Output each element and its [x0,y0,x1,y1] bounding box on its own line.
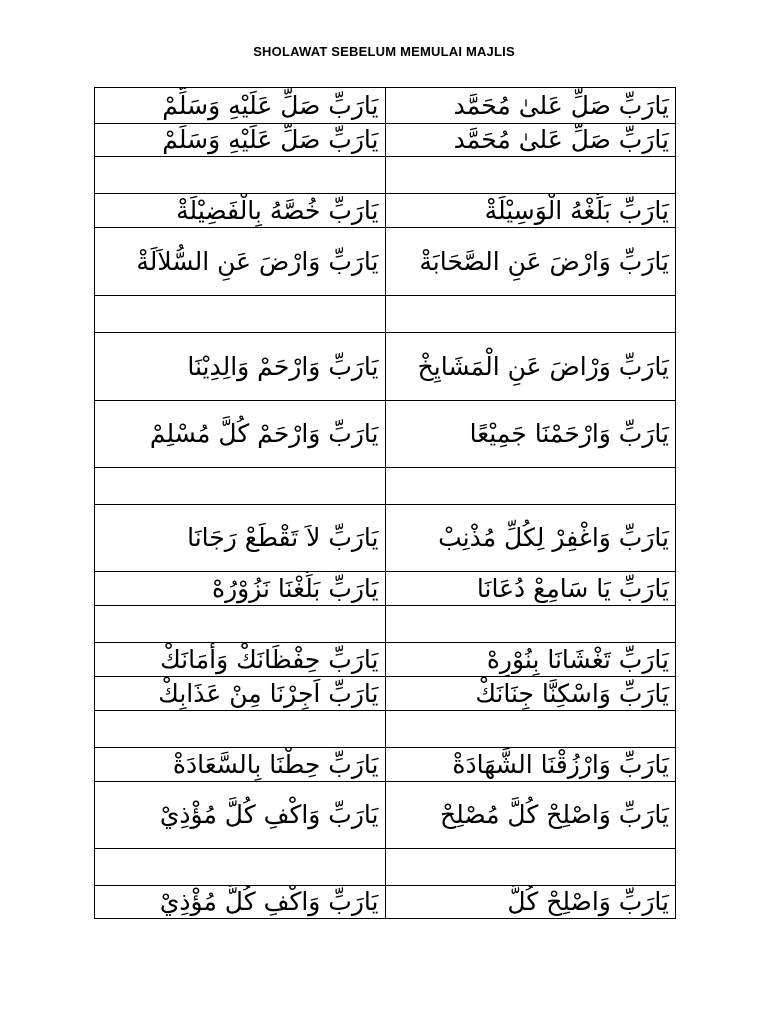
table-cell-left: يَارَبِّ خُصَّهُ بِالْفَضِيْلَةْ [95,194,386,228]
table-cell-right [385,849,676,886]
table-cell-left [95,296,386,333]
table-row [95,505,676,572]
table-cell-right: يَارَبِّ وَارْزُقْنَا الشَّهَادَةْ [385,748,676,782]
table-cell-left: يَارَبِّ اَجِرْنَا مِنْ عَذَابِكْ [95,677,386,711]
table-row [95,333,676,401]
table-row [95,194,676,228]
table-cell-right: يَارَبِّ وَرْاضَ عَنِ الْمَشَايِخْ [385,333,676,401]
table-cell-right: يَارَبِّ وَاصْلِحْ كُلَّ مُصْلِحْ [385,782,676,849]
table-cell-right: يَارَبِّ وَاغْفِرْ لِكُلِّ مُذْنِبْ [385,505,676,572]
table-cell-left: يَارَبِّ لاَ تَقْطَعْ رَجَانَا [95,505,386,572]
document-title: SHOLAWAT SEBELUM MEMULAI MAJLIS [253,44,515,59]
table-row [95,748,676,782]
table-cell-left: يَارَبِّ بَلِّغْنَا نَزُوْرُهْ [95,572,386,606]
table-cell-left [95,468,386,505]
table-cell-right [385,296,676,333]
table-cell-left [95,849,386,886]
table-cell-right: يَارَبِّ وَارْضَ عَنِ الصَّحَابَةْ [385,228,676,296]
table-cell-left: يَارَبِّ وَارْحَمْ كُلَّ مُسْلِمْ [95,401,386,468]
table-row [95,88,676,124]
table-row [95,572,676,606]
sholawat-table [94,87,676,919]
table-row [95,296,676,333]
table-cell-right: يَارَبِّ صَلِّ عَلىٰ مُحَمَّد [385,88,676,124]
table-cell-right: يَارَبِّ بَلِّغْهُ الْوَسِيْلَةْ [385,194,676,228]
table-cell-right: يَارَبِّ تَغْشَانَا بِنُوْرِهْ [385,643,676,677]
table-cell-right: يَارَبِّ يَا سَامِعْ دُعَانَا [385,572,676,606]
table-row [95,886,676,919]
table-cell-right [385,157,676,194]
table-cell-left [95,711,386,748]
table-cell-right [385,606,676,643]
table-cell-left: يَارَبِّ وَاكْفِ كُلَّ مُؤْذِيْ [95,782,386,849]
table-row [95,606,676,643]
table-row [95,468,676,505]
table-cell-left: يَارَبِّ صَلِّ عَلَيْهِ وَسَلِّمْ [95,124,386,157]
table-row [95,643,676,677]
table-row [95,677,676,711]
table-cell-right: يَارَبِّ وَاسْكِنَّا جِنَانَكْ [385,677,676,711]
table-row [95,157,676,194]
table-row [95,124,676,157]
table-cell-right: يَارَبِّ وَاصْلِحْ كُلَّ [385,886,676,919]
table-cell-left: يَارَبِّ صَلِّ عَلَيْهِ وَسَلِّمْ [95,88,386,124]
table-cell-right [385,468,676,505]
table-cell-left: يَارَبِّ حِطْنَا بِالسَّعَادَةْ [95,748,386,782]
table-cell-left: يَارَبِّ حِفْظَانَكْ وَأَمَانَكْ [95,643,386,677]
table-cell-right [385,711,676,748]
table-cell-left: يَارَبِّ وَاكْفِ كُلَّ مُؤْذِيْ [95,886,386,919]
table-row [95,401,676,468]
table-row [95,782,676,849]
table-row [95,849,676,886]
table-cell-left [95,157,386,194]
table-cell-right: يَارَبِّ وَارْحَمْنَا جَمِيْعًا [385,401,676,468]
table-cell-right: يَارَبِّ صَلِّ عَلىٰ مُحَمَّد [385,124,676,157]
table-row [95,711,676,748]
table-cell-left [95,606,386,643]
table-cell-left: يَارَبِّ وَارْحَمْ وَالِدِيْنَا [95,333,386,401]
table-row [95,228,676,296]
table-cell-left: يَارَبِّ وَارْضَ عَنِ السُّلاَلَةْ [95,228,386,296]
